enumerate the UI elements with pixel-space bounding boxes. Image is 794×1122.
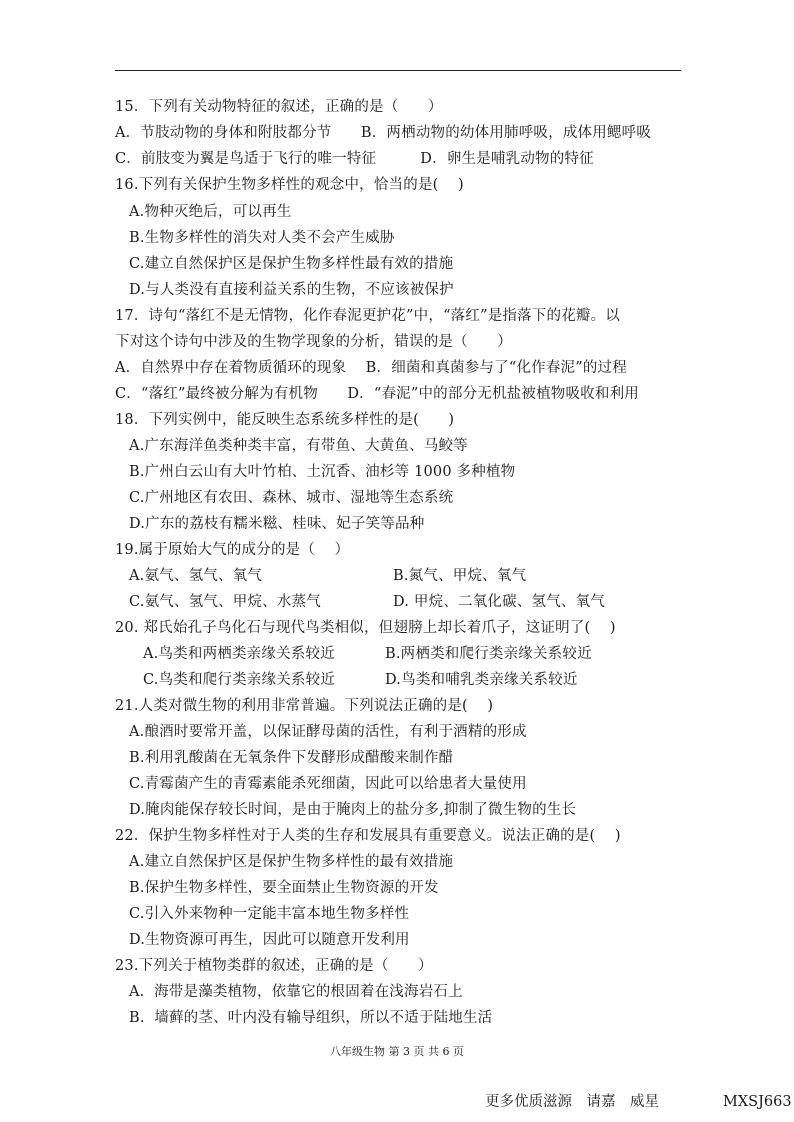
watermark-text: 更多优质滋源 请嘉 威星 xyxy=(485,1094,659,1110)
question-22-option-c: C.引入外来物种一定能丰富本地生物多样性 xyxy=(129,906,410,922)
question-20-option-b: B.两栖类和爬行类亲缘关系较近 xyxy=(385,646,592,662)
question-23-option-a: A. 海带是藻类植物，依靠它的根固着在浅海岩石上 xyxy=(129,984,463,1000)
question-16-option-d: D.与人类没有直接利益关系的生物，不应该被保护 xyxy=(129,282,454,298)
question-17-options-cd: C．“落红”最终被分解为有机物 D．“春泥”中的部分无机盐被植物吸收和利用 xyxy=(115,386,639,402)
question-17-options-ab: A．自然界中存在着物质循环的现象 B．细菌和真菌参与了“化作春泥”的过程 xyxy=(115,360,627,376)
question-18-option-a: A.广东海洋鱼类种类丰富，有带鱼、大黄鱼、马鲛等 xyxy=(129,438,468,454)
question-19-stem: 19.属于原始大气的成分的是（ ） xyxy=(115,542,350,558)
question-15-options-ab: A．节肢动物的身体和附肢都分节 B．两栖动物的幼体用肺呼吸，成体用鳃呼吸 xyxy=(115,125,652,141)
question-22-stem: 22．保护生物多样性对于人类的生存和发展具有重要意义。说法正确的是( ) xyxy=(115,828,621,844)
question-22-option-a: A.建立自然保护区是保护生物多样性的最有效措施 xyxy=(129,854,454,870)
question-20-option-d: D.鸟类和哺乳类亲缘关系较近 xyxy=(385,672,578,688)
question-21-option-d: D.腌肉能保存较长时间，是由于腌肉上的盐分多,抑制了微生物的生长 xyxy=(129,802,577,818)
header-rule xyxy=(115,70,681,71)
question-21-stem: 21.人类对微生物的利用非常普遍。下列说法正确的是( ) xyxy=(115,698,494,714)
question-16-option-c: C.建立自然保护区是保护生物多样性最有效的措施 xyxy=(129,256,454,272)
question-18-option-b: B.广州白云山有大叶竹柏、土沉香、油杉等 1000 多种植物 xyxy=(129,464,516,480)
question-20-option-c: C.鸟类和爬行类亲缘关系较近 xyxy=(143,672,335,688)
question-20-option-a: A.鸟类和两栖类亲缘关系较近 xyxy=(143,646,335,662)
question-19-option-d: D. 甲烷、二氧化碳、氢气、氧气 xyxy=(393,594,606,610)
question-16-option-b: B.生物多样性的消失对人类不会产生威胁 xyxy=(129,230,395,246)
question-17-stem: 17．诗句“落红不是无情物，化作春泥更护花”中，“落红”是指落下的花瓣。以 xyxy=(115,308,620,324)
question-18-option-d: D.广东的荔枝有糯米糍、桂味、妃子笑等品种 xyxy=(129,516,425,532)
question-21-option-b: B.利用乳酸菌在无氧条件下发酵形成醋酸来制作醋 xyxy=(129,750,454,766)
question-21-option-a: A.酿酒时要常开盖，以保证酵母菌的活性，有利于酒精的形成 xyxy=(129,724,527,740)
question-20-stem: 20. 郑氏始孔子鸟化石与现代鸟类相似，但翅膀上却长着爪子，这证明了( ) xyxy=(115,620,616,636)
watermark-code: MXSJ663 xyxy=(723,1094,792,1110)
question-23-option-b: B. 墙藓的茎、叶内没有输导组织，所以不适于陆地生活 xyxy=(129,1010,493,1026)
page-footer: 八年级生物 第 3 页 共 6 页 xyxy=(330,1045,464,1058)
question-19-option-a: A.氨气、氢气、氧气 xyxy=(129,568,263,584)
question-17-stem-continued: 下对这个诗句中涉及的生物学现象的分析，错误的是（ ） xyxy=(115,334,512,350)
question-18-option-c: C.广州地区有农田、森林、城市、湿地等生态系统 xyxy=(129,490,454,506)
question-22-option-d: D.生物资源可再生，因此可以随意开发利用 xyxy=(129,932,410,948)
question-15-options-cd: C．前肢变为翼是鸟适于飞行的唯一特征 D．卵生是哺乳动物的特征 xyxy=(115,151,594,167)
question-23-stem: 23.下列关于植物类群的叙述，正确的是（ ） xyxy=(115,958,433,974)
question-19-option-c: C.氨气、氢气、甲烷、水蒸气 xyxy=(129,594,321,610)
question-19-option-b: B.氮气、甲烷、氧气 xyxy=(393,568,527,584)
question-21-option-c: C.青霉菌产生的青霉素能杀死细菌，因此可以给患者大量使用 xyxy=(129,776,527,792)
question-16-option-a: A.物种灭绝后，可以再生 xyxy=(129,204,292,220)
question-16-stem: 16.下列有关保护生物多样性的观念中，恰当的是( ) xyxy=(115,177,464,193)
question-15-stem: 15．下列有关动物特征的叙述，正确的是（ ） xyxy=(115,99,443,115)
question-22-option-b: B.保护生物多样性，要全面禁止生物资源的开发 xyxy=(129,880,439,896)
question-18-stem: 18．下列实例中，能反映生态系统多样性的是( ) xyxy=(115,412,455,428)
